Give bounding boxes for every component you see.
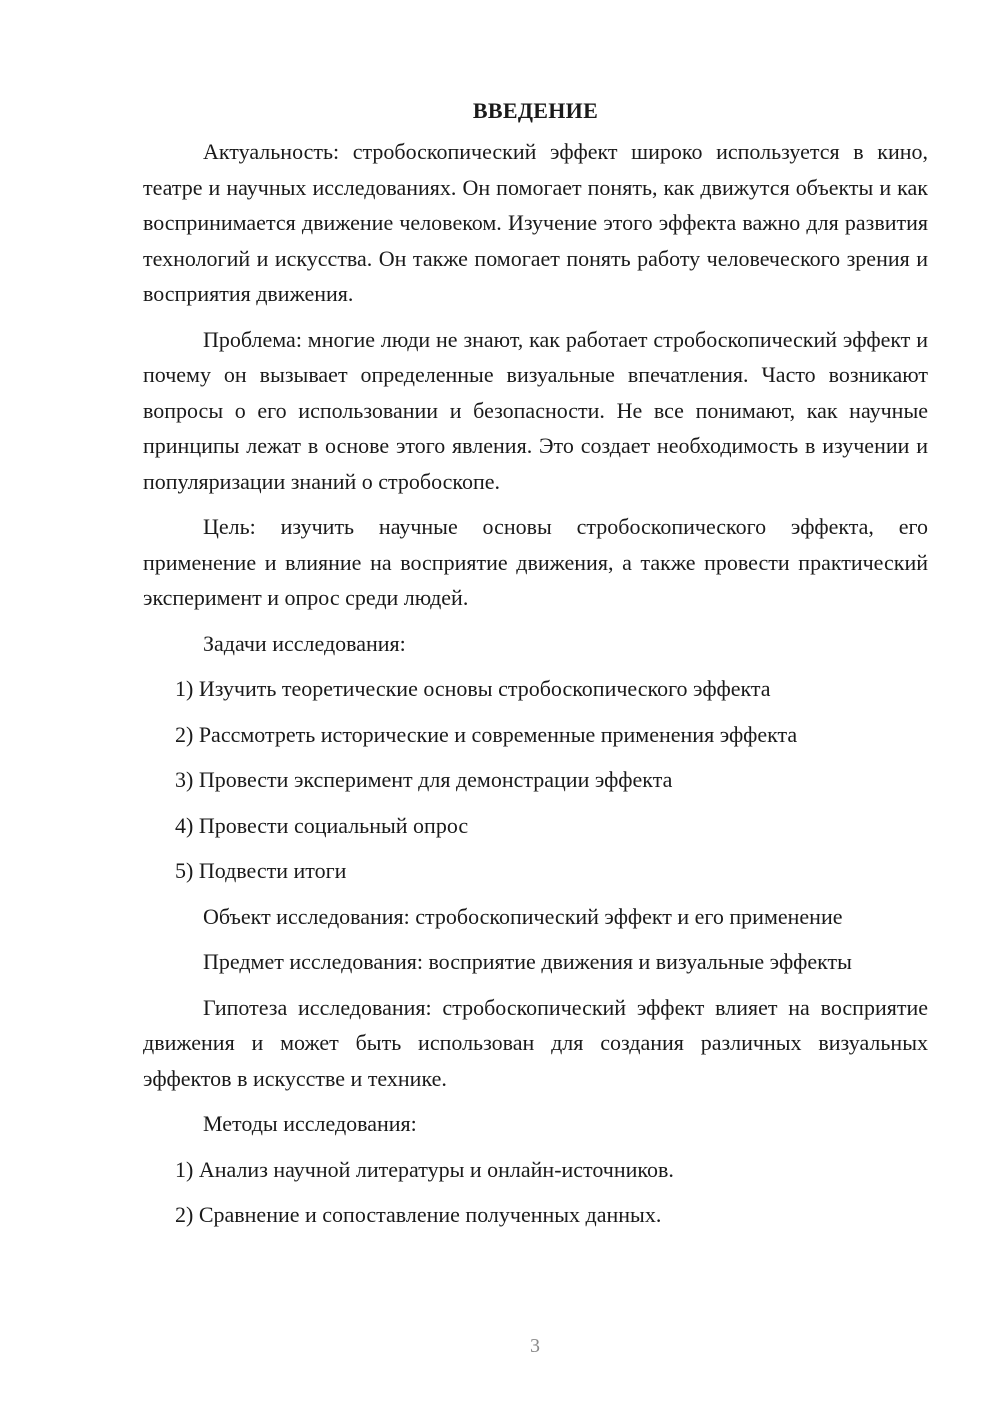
goal-paragraph: Цель: изучить научные основы стробоскопического эффекта, его применение и влияние на восприятие движения, а также провести практический эксперимент и опрос среди людей. [143,514,928,610]
task-item: 4) Провести социальный опрос [175,812,469,838]
section-title: ВВЕДЕНИЕ [472,98,599,123]
problem-paragraph: Проблема: многие люди не знают, как работает стробоскопический эффект и почему он вызывает определенные визуальные впечатления. Часто возникают вопросы о его использовании и безопасности. Не все понимают, как научные принципы лежат в основе этого явления. Это создает необходимость в изучении и популяризации знаний о стробоскопе. [143,326,928,494]
page-body [143,94,928,1243]
methods-heading: Методы исследования: [203,1111,417,1136]
method-item: 2) Сравнение и сопоставление полученных данных. [175,1202,662,1227]
relevance-paragraph: Актуальность: стробоскопический эффект широко используется в кино, театре и научных исследованиях. Он помогает понять, как движутся объекты и как воспринимается движение человеком. Изучение этого эффекта важно для развития технологий и искусства. Он также помогает понять работу человеческого зрения и восприятия движения. [143,139,928,306]
page-number: 3 [530,1335,540,1357]
task-item: 3) Провести эксперимент для демонстрации эффекта [175,767,673,792]
object-paragraph: Объект исследования: стробоскопический эффект и его применение [203,903,843,929]
tasks-heading: Задачи исследования: [203,630,406,656]
task-item: 5) Подвести итоги [175,858,347,883]
task-item: 2) Рассмотреть исторические и современные применения эффекта [175,721,798,747]
hypothesis-paragraph: Гипотеза исследования: стробоскопический эффект влияет на восприятие движения и может быть использован для создания различных визуальных эффектов в искусстве и технике. [143,994,928,1091]
method-item: 1) Анализ научной литературы и онлайн-источников. [175,1156,674,1182]
task-item: 1) Изучить теоретические основы стробоскопического эффекта [175,676,771,701]
subject-paragraph: Предмет исследования: восприятие движения и визуальные эффекты [203,949,852,974]
